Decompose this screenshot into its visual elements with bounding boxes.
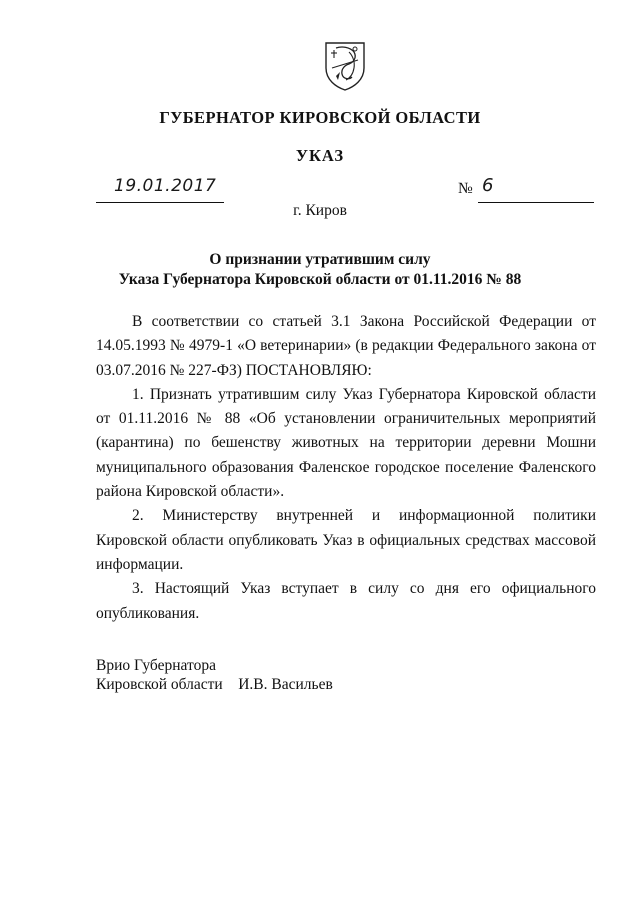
coat-of-arms-icon — [322, 40, 368, 92]
item-1-paragraph: 1. Признать утратившим силу Указ Губернатора Кировской области от 01.11.2016 № 88 «Об установлении ограничительных мероприятий (карантина) по бешенству животных на территории деревни Мошни муниципального образования Фаленское городское поселение Фаленского района Кировской области». — [96, 385, 596, 501]
signatory-name: И.В. Васильев — [238, 676, 333, 693]
decree-body — [96, 310, 596, 626]
item-3-paragraph: 3. Настоящий Указ вступает в силу со дня его официального опубликования. — [96, 580, 596, 622]
item-2-paragraph: 2. Министерству внутренней и информационной политики Кировской области опубликовать Указ в официальных средствах массовой информации. — [96, 507, 596, 573]
signatory-position-line-2 — [96, 675, 456, 694]
issuing-authority: ГУБЕРНАТОР КИРОВСКОЙ ОБЛАСТИ — [159, 108, 481, 127]
decree-subject — [0, 250, 640, 290]
city-of-issue: г. Киров — [293, 202, 347, 219]
handwritten-date: 19.01.2017 — [114, 176, 217, 196]
coat-of-arms-emblem — [322, 40, 368, 92]
handwritten-number: 6 — [482, 175, 494, 196]
document-type-title: УКАЗ — [295, 146, 345, 165]
signatory-position-line-1: Врио Губернатора — [96, 657, 216, 674]
subject-line-2: Указа Губернатора Кировской области от 01.11.2016 № 88 — [118, 271, 522, 288]
signature-block — [96, 656, 456, 694]
date-field — [96, 176, 224, 203]
preamble-paragraph: В соответствии со статьей 3.1 Закона Российской Федерации от 14.05.1993 № 4979-1 «О ветеринарии» (в редакции Федерального закона от 03.07.2016 № 227-ФЗ) ПОСТАНОВЛЯЮ: — [96, 313, 596, 379]
signatory-region: Кировской области — [96, 676, 223, 693]
number-field — [478, 176, 594, 203]
subject-line-1: О признании утратившим силу — [209, 251, 431, 268]
number-label: № — [458, 180, 473, 197]
